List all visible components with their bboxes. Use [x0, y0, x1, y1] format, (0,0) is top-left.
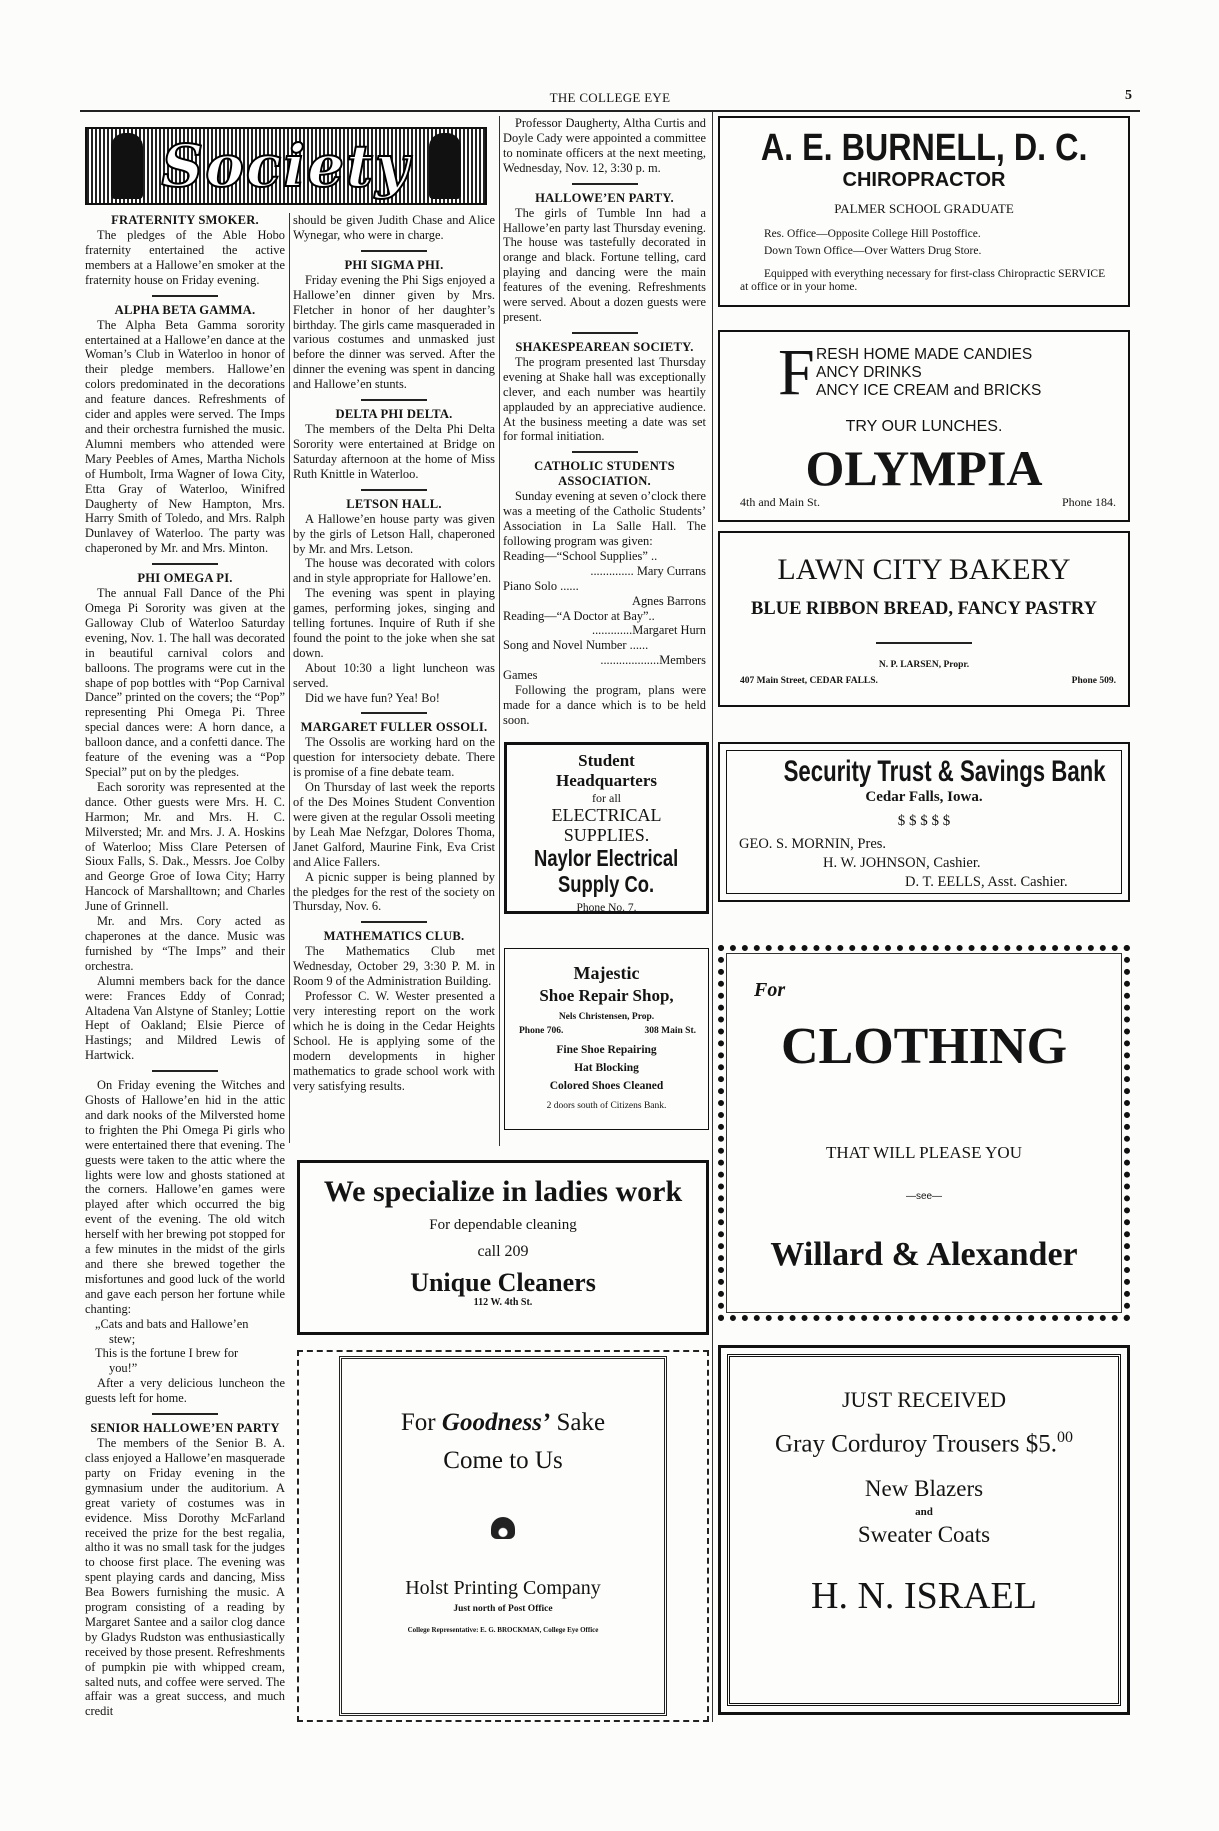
- ad-lawn-city-name: LAWN CITY BAKERY: [777, 553, 1071, 586]
- ad-naylor-phone: Phone No. 7.: [576, 902, 637, 914]
- program-item: [503, 638, 706, 668]
- ad-holst-location: Just north of Post Office: [453, 1604, 553, 1614]
- article-paragraph: About 10:30 a light luncheon was served.: [293, 660, 495, 690]
- ad-unique-l2: For dependable cleaning: [429, 1217, 577, 1233]
- program-item-performer: Agnes Barrons: [632, 593, 706, 608]
- article: [293, 250, 495, 392]
- section-divider: [572, 183, 638, 185]
- ad-unique-headline: We specialize in ladies work: [323, 1175, 683, 1208]
- ad-majestic-service-2: Hat Blocking: [574, 1062, 639, 1074]
- ad-holst-sake: Sake: [556, 1409, 606, 1436]
- ad-naylor-l1: Student: [578, 751, 635, 770]
- ad-majestic-phone: Phone 706.: [519, 1026, 564, 1036]
- ad-unique-cleaners: [297, 1160, 709, 1335]
- article-paragraph: should be given Judith Chase and Alice Wynegar, who were in charge.: [293, 213, 495, 242]
- ad-lawn-city-address: 407 Main Street, CEDAR FALLS.: [740, 676, 878, 686]
- article: [293, 399, 495, 482]
- article-paragraph: The members of the Senior B. A. class enjoyed a Hallowe’en masquerade party on Friday evening in the gymnasium under the auditorium. A great variety of costumes was in evidence. Miss Dorothy McFarland received the prize for the best regalia, altho it was no small task for the judges to choose first place. The evening was spent playing cards and dancing, Miss Bea Bowers furnishing the music. A program consisting of a reading by Margaret Santee and a sailor clog dance by Gladys Rudston was enthusiastically received by those present. Refreshments of pumpkin pie with whipped cream, salted nuts, and coffee were served. The affair was a great success, and much credit: [85, 1436, 285, 1719]
- ad-security-asst-cashier: D. T. EELLS, Asst. Cashier.: [905, 874, 1068, 890]
- ad-majestic-location: 2 doors south of Citizens Bank.: [546, 1101, 667, 1111]
- ad-olympia-initial: F: [778, 336, 815, 409]
- ad-lawn-city-tagline: BLUE RIBBON BREAD, FANCY PASTRY: [751, 599, 1097, 619]
- article-heading: SHAKESPEAREAN SOCIETY.: [515, 339, 694, 354]
- ad-naylor-electrical: [504, 742, 709, 914]
- column-2: [293, 213, 495, 1143]
- ad-unique-address: 112 W. 4th St.: [473, 1297, 533, 1308]
- section-divider: [152, 1413, 218, 1415]
- ad-olympia-line3: ANCY ICE CREAM and BRICKS: [816, 382, 1042, 399]
- column-divider: [289, 213, 290, 1143]
- program-item-performer: ...................Members: [600, 653, 706, 668]
- article: [503, 451, 706, 728]
- section-divider: [152, 563, 218, 565]
- article-paragraph: The house was decorated with colors and in style appropriate for Hallowe’en.: [293, 556, 495, 586]
- article-paragraph: Mr. and Mrs. Cory acted as chaperones at the dance. Music was furnished by “The Imps” and their orchestra.: [85, 914, 285, 973]
- column-1: [85, 213, 285, 1813]
- article-heading: DELTA PHI DELTA.: [335, 407, 453, 422]
- banner-word: Society: [161, 132, 411, 200]
- article-paragraph: On Friday evening the Witches and Ghosts of Hallowe’en hid in the attic and dark nooks of the Milversted home to frighten the Phi Omega Pi girls who were entertained there that evening. The guests were taken to the attic where the lights were low and ghosts stationed at the corners. Hallowe’en games were played after which occurred the big event of the evening. The old witch herself with her brewing pot stopped for a few minutes in the midst of the girls and there she brewed together the misfortunes and good luck of the world and gave each person her fortune while chanting:: [85, 1078, 285, 1316]
- ad-holst-representative: College Representative: E. G. BROCKMAN, College Eye Office: [407, 1626, 599, 1634]
- section-divider: [572, 332, 638, 334]
- article: [293, 921, 495, 1093]
- divider: [876, 642, 972, 644]
- masthead: [80, 88, 1140, 112]
- ad-holst-name: Holst Printing Company: [405, 1577, 601, 1599]
- column-divider: [499, 116, 500, 1146]
- ad-willard-clothing: CLOTHING: [780, 1018, 1068, 1075]
- ad-olympia-phone: Phone 184.: [1062, 495, 1116, 509]
- article: [293, 712, 495, 914]
- ad-olympia: [718, 330, 1130, 522]
- ad-naylor-l2: Headquarters: [555, 771, 658, 790]
- article-paragraph: After a very delicious luncheon the guests left for home.: [85, 1376, 285, 1406]
- verse-line: „Cats and bats and Hallowe’en: [95, 1316, 249, 1331]
- program-item: [503, 668, 706, 683]
- section-divider: [572, 451, 638, 453]
- article: [503, 332, 706, 444]
- article-paragraph: Following the program, plans were made for a dance which is to be held soon.: [503, 683, 706, 727]
- section-divider: [152, 295, 218, 297]
- ad-security-cashier: H. W. JOHNSON, Cashier.: [823, 855, 981, 871]
- section-divider: [152, 1070, 218, 1072]
- article-heading: PHI OMEGA PI.: [137, 571, 233, 586]
- section-divider: [361, 399, 427, 401]
- ad-israel: [718, 1345, 1130, 1715]
- ad-israel-received: JUST RECEIVED: [842, 1387, 1006, 1412]
- ad-unique-l3: call 209: [477, 1243, 529, 1260]
- article-paragraph: The Mathematics Club met Wednesday, October 29, 3:30 P. M. in Room 9 of the Administration Building.: [293, 944, 495, 989]
- ad-willard-see: —see—: [905, 1191, 943, 1202]
- verse-line: you!”: [109, 1361, 138, 1376]
- ad-majestic-prop: Nels Christensen, Prop.: [558, 1012, 655, 1022]
- article-paragraph: The program presented last Thursday evening at Shake hall was exceptionally clever, and each number was heartily applauded by an appreciative audience. At the business meeting a date was set for formal initiation.: [503, 354, 706, 444]
- article-heading: SENIOR HALLOWE’EN PARTY: [90, 1421, 280, 1436]
- program-item-title: Reading—“A Doctor at Bay”..: [503, 608, 655, 623]
- ad-holst-come: Come to Us: [443, 1447, 563, 1474]
- article-paragraph: The members of the Delta Phi Delta Sorority were entertained at Bridge on Saturday afternoon at the home of Miss Ruth Knittle in Waterloo.: [293, 422, 495, 481]
- article: [85, 1413, 285, 1719]
- lady-figure-icon: [111, 133, 143, 199]
- ad-burnell-equipped: Equipped with everything necessary for first-class Chiropractic SERVICE at office or in your home.: [740, 268, 1106, 293]
- column-divider: [712, 112, 713, 1722]
- ad-majestic-shoe-repair: [504, 948, 709, 1130]
- ad-lawn-city-proprietor: N. P. LARSEN, Propr.: [878, 660, 970, 670]
- article-paragraph: The girls of Tumble Inn had a Hallowe’en party last Thursday evening. The house was tastefully decorated in orange and black. Fortune telling, card playing and dancing were the main features of the evening. Refreshments were served. About a dozen guests were present.: [503, 205, 706, 324]
- ad-holst-for: For: [400, 1409, 436, 1436]
- ad-security-location: Cedar Falls, Iowa.: [865, 789, 983, 805]
- article-heading: CATHOLIC STUDENTS ASSOCIATION.: [534, 459, 675, 489]
- ad-lawn-city-bakery: [718, 531, 1130, 707]
- ad-burnell-res-office: Res. Office—Opposite College Hill Postoffice.: [764, 228, 981, 240]
- ad-naylor-l7: Supply Co.: [558, 871, 655, 897]
- article-paragraph: A picnic supper is being planned by the pledges for the rest of the society on Thursday, Nov. 6.: [293, 869, 495, 914]
- section-divider: [361, 921, 427, 923]
- program-item: [503, 609, 706, 639]
- ad-lawn-city-phone: Phone 509.: [1071, 676, 1116, 686]
- section-divider: [361, 489, 427, 491]
- ad-naylor-l6: Naylor Electrical: [534, 845, 679, 871]
- program-item-performer: .............Margaret Hurn: [591, 623, 706, 638]
- article-heading: MARGARET FULLER OSSOLI.: [300, 720, 488, 735]
- ad-security-name: Security Trust & Savings Bank: [783, 755, 1106, 788]
- ad-holst-printing: [297, 1350, 709, 1722]
- program-item: [503, 579, 706, 609]
- program-item-title: Games: [503, 668, 538, 683]
- article-paragraph: The Alpha Beta Gamma sorority entertained at a Hallowe’en dance at the Woman’s Club in Waterloo in honor of their pledge members. Hallowe’en colors predominated in the decorations and feature dances. Refreshments of cider and apples were served. The Imps and their orchestra furnished the music. Alumni members who attended were Mary Peebles of Ames, Martha Nichols of Humbolt, Irma Wagner of Iowa City, Etta Gray of Waterloo, Winifred Daugherty of New Hampton, Mrs. Harry Smith of Toledo, and Mrs. Ralph Dunlavey of Waterloo. The party was chaperoned by Mr. and Mrs. Minton.: [85, 317, 285, 556]
- ad-holst-goodness: Goodness’: [441, 1409, 551, 1436]
- article: [85, 295, 285, 557]
- article-paragraph: The annual Fall Dance of the Phi Omega Pi Sorority was given at the Galloway Club of Waterloo Saturday evening, Nov. 1. The hall was decorated in beautiful carnival colors and balloons. The programs were cut in the shape of pop bottles with “Pop Carnival Dance” printed on the covers; the “Pop” representing Phi Omega Pi. Three special dances were: A horn dance, a balloon dance, and a confetti dance. The feature of the evening was a “Pop Special” put on by the pledges.: [85, 586, 285, 779]
- verse-line: This is the fortune I brew for: [95, 1346, 239, 1361]
- article-heading: ALPHA BETA GAMMA.: [114, 302, 256, 317]
- article-paragraph: On Thursday of last week the reports of the Des Moines Student Convention were given at the regular Ossoli meeting by Leah Mae Nefzgar, Dolores Thoma, Janet Galford, Maurine Fink, Eva Crist and Alice Fallers.: [293, 780, 495, 869]
- ad-israel-sweaters: Sweater Coats: [857, 1522, 991, 1548]
- article: [85, 1070, 285, 1406]
- ad-majestic-service-1: Fine Shoe Repairing: [556, 1044, 657, 1056]
- article-paragraph: Alumni members back for the dance were: Frances Eddy of Conrad; Altadena Van Alstyne of Stanley; Lottie Hept of Oakland; Elsie Pierce of Hastings; and Mildred Lewis of Hartwick.: [85, 973, 285, 1063]
- ad-israel-and: and: [915, 1506, 933, 1519]
- article-paragraph: The evening was spent in playing games, performing jokes, singing and telling fortunes. Inquire of Ruth if she found the point to the joke when she sat down.: [293, 586, 495, 660]
- ad-olympia-line2: ANCY DRINKS: [816, 364, 922, 381]
- ad-burnell: [718, 116, 1130, 307]
- article: [85, 213, 285, 288]
- ad-naylor-l5: SUPPLIES.: [563, 825, 650, 845]
- article: [293, 489, 495, 706]
- program-item-title: Reading—“School Supplies” ..: [503, 548, 658, 563]
- newspaper-title: THE COLLEGE EYE: [549, 90, 671, 105]
- section-divider: [361, 250, 427, 252]
- article-paragraph: Did we have fun? Yea! Bo!: [305, 690, 440, 705]
- article-heading: PHI SIGMA PHI.: [344, 257, 444, 272]
- ad-security-president: GEO. S. MORNIN, Pres.: [739, 836, 887, 852]
- ad-majestic-l1: Majestic: [573, 963, 640, 983]
- ad-olympia-lunches: TRY OUR LUNCHES.: [845, 418, 1003, 435]
- ad-willard-name: Willard & Alexander: [770, 1236, 1078, 1273]
- article-heading: HALLOWE’EN PARTY.: [535, 190, 674, 205]
- article-heading: MATHEMATICS CLUB.: [323, 929, 465, 944]
- article-paragraph: A Hallowe’en house party was given by the girls of Letson Hall, chaperoned by Mr. and Mrs. Letson.: [293, 511, 495, 556]
- ad-olympia-line1: RESH HOME MADE CANDIES: [816, 346, 1033, 363]
- verse-line: stew;: [109, 1331, 136, 1346]
- article-paragraph: Professor Daugherty, Altha Curtis and Doyle Cady were appointed a committee to nominate officers at the next meeting, Wednesday, Nov. 12, 3:30 p. m.: [503, 116, 706, 175]
- article-paragraph: The Ossolis are working hard on the question for intersociety debate. There is promise of a fine debate team.: [293, 735, 495, 780]
- ad-israel-blazers: New Blazers: [864, 1476, 984, 1502]
- ad-israel-name: H. N. ISRAEL: [811, 1575, 1037, 1618]
- article: [293, 213, 495, 243]
- program-item-title: Song and Novel Number ......: [503, 638, 649, 653]
- ad-willard-alexander: [718, 945, 1130, 1321]
- ad-burnell-school: PALMER SCHOOL GRADUATE: [834, 201, 1014, 216]
- ad-majestic-service-3: Colored Shoes Cleaned: [549, 1080, 664, 1092]
- ad-israel-cents: 00: [1056, 1429, 1073, 1446]
- program-item-title: Piano Solo ......: [503, 578, 579, 593]
- ad-unique-name: Unique Cleaners: [410, 1268, 596, 1297]
- society-banner: [85, 127, 487, 205]
- ad-olympia-address: 4th and Main St.: [740, 495, 820, 509]
- ad-majestic-l2: Shoe Repair Shop,: [539, 986, 674, 1005]
- ad-burnell-town-office: Down Town Office—Over Watters Drug Store.: [764, 245, 982, 257]
- ad-naylor-l4: ELECTRICAL: [551, 805, 662, 825]
- verse: [85, 1317, 285, 1377]
- ornament-icon: [491, 1517, 515, 1539]
- article-paragraph: The pledges of the Able Hobo fraternity entertained the active members at a Hallowe’en smoker at the fraternity house on Friday evening.: [85, 228, 285, 287]
- article: [503, 183, 706, 325]
- ad-willard-please: THAT WILL PLEASE YOU: [826, 1143, 1022, 1162]
- article-heading: LETSON HALL.: [346, 496, 442, 511]
- ad-willard-for: For: [754, 979, 786, 1001]
- ad-israel-trousers: Gray Corduroy Trousers $5.: [775, 1430, 1057, 1458]
- ad-burnell-title: CHIROPRACTOR: [842, 169, 1006, 191]
- page-number: 5: [1125, 88, 1132, 103]
- ad-majestic-address: 308 Main St.: [644, 1026, 696, 1036]
- program-item: [503, 549, 706, 579]
- article-paragraph: Each sorority was represented at the dance. Other guests were Mrs. H. C. Harmon; Mr. and Mrs. H. C. Milversted; Mr. and Mrs. J. A. Hoskins of Waterloo; Miss Clare Petersen of Sioux Falls, S. Dak., Messrs. Joe Colby and George Groe of Iowa City; Harry Hancock of Marshalltown; and Charles June of Grinnell.: [85, 779, 285, 914]
- article: [85, 563, 285, 1063]
- ad-security-dollars: $ $ $ $ $: [897, 813, 951, 829]
- ad-naylor-l3: for all: [592, 791, 621, 805]
- article-heading: FRATERNITY SMOKER.: [111, 213, 259, 227]
- ad-security-bank: [718, 742, 1130, 902]
- article-paragraph: Professor C. W. Wester presented a very interesting report on the work which he is doing in the Cedar Heights School. He is applying some of the modern developments in higher mathematics to grade school work with very satisfying results.: [293, 989, 495, 1093]
- article: [503, 116, 706, 176]
- ad-olympia-name: OLYMPIA: [805, 440, 1043, 496]
- article-paragraph: Friday evening the Phi Sigs enjoyed a Hallowe’en dinner given by Mrs. Fletcher in honor of her daughter’s birthday. The girls came masqueraded in various costumes and unmasked just before the dinner was served. After the dinner the evening was spent in dancing and Hallowe’en stunts.: [293, 272, 495, 392]
- article-paragraph: Sunday evening at seven o’clock there was a meeting of the Catholic Students’ Association in La Salle Hall. The following program was given:: [503, 489, 706, 549]
- ad-burnell-name: A. E. BURNELL, D. C.: [760, 127, 1088, 169]
- section-divider: [361, 712, 427, 714]
- program-list: [503, 549, 706, 683]
- gentleman-figure-icon: [429, 133, 461, 199]
- program-item-performer: .............. Mary Currans: [590, 563, 706, 578]
- column-3: [503, 116, 706, 731]
